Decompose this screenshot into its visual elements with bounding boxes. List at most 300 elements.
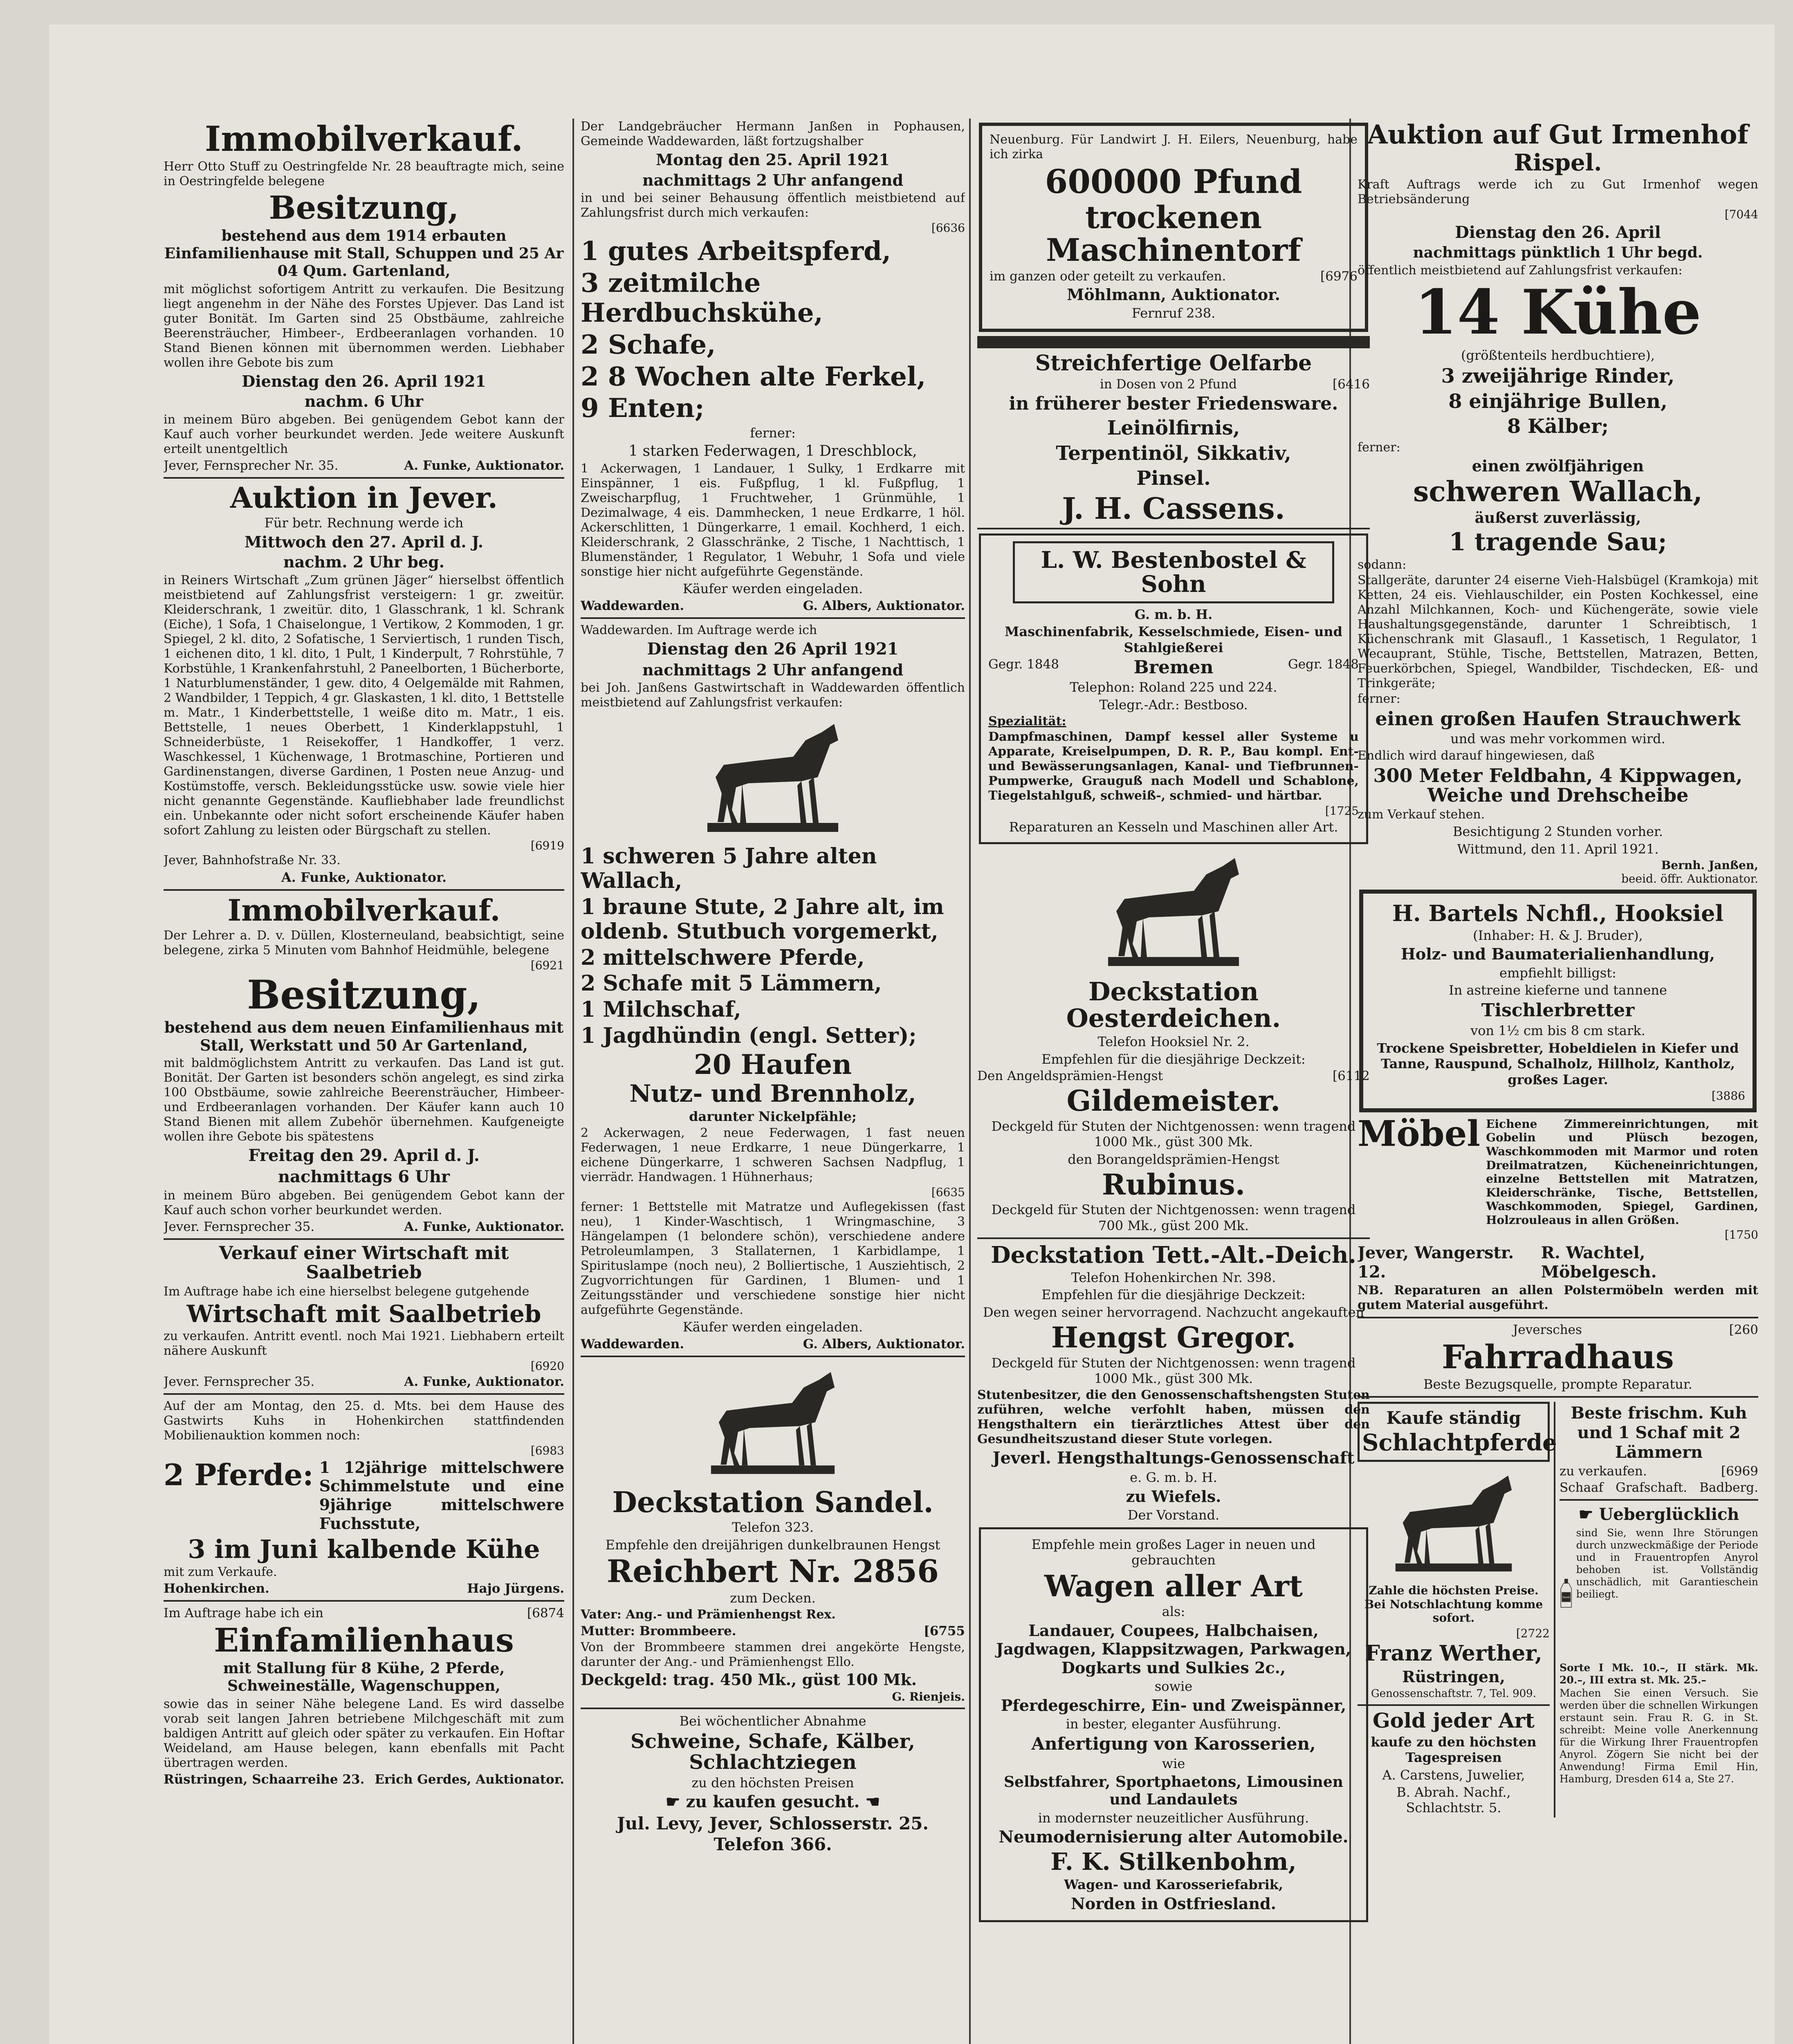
ad-time: nachmittags 2 Uhr anfangend [642,660,904,679]
ad-id: [260 [1729,1322,1758,1337]
ad-text: in bester, eleganter Ausführung. [1066,1716,1281,1732]
ad-text: ferner: [1358,440,1400,455]
ad-id: [6969 [1721,1464,1758,1479]
ad-firm: F. K. Stilkenbohm, [1050,1848,1297,1876]
ad-heading: 20 Haufen [693,1048,852,1080]
ad-title: Beste frischm. Kuh und 1 Schaf mit 2 Lämmern [1571,1403,1747,1462]
ad-text: ferner: [1358,692,1400,706]
ad-row [1358,1322,1758,1337]
ad-text: als: [1162,1604,1185,1620]
ad-signature: G. Rienjeis. [892,1690,965,1703]
ad-frame [1358,1402,1557,1462]
ad-id: [1725 [1325,804,1359,818]
ad-signature [164,458,564,473]
ad-text: darunter Nickelpfähle; [689,1108,857,1124]
divider [581,1356,965,1357]
ad-text: Eichene Zimmereinrichtungen, mit Gobelin und Plüsch bezogen, Waschkommoden mit Marmor und roten Dreilmatratzen, Kücheneinrichtungen, einzelne Bettstellen mit Matratzen, Kleiderschränke, Tische, Bettstellen, Waschkommoden, Spiegel, Gardinen, Holzrouleaus in allen Größen. [1486,1117,1758,1227]
ad-text: Ueberglücklich [1599,1505,1739,1524]
ad-text: von 1½ cm bis 8 cm stark. [1470,1023,1645,1039]
ad-text: Endlich wird darauf hingewiesen, daß [1358,748,1595,763]
divider [581,1708,965,1709]
ad-text: Zahle die höchsten Preise. Bei Notschlachtung komme sofort. [1364,1584,1543,1625]
ad-immobilverkauf-2 [164,895,564,1234]
ad-title: Möbel [1358,1113,1481,1154]
ad-heading: einen großen Haufen Strauchwerk [1375,708,1741,730]
ad-date: Dienstag den 26. April [1455,222,1661,242]
ad-text: Neumodernisierung alter Automobile. [999,1827,1349,1847]
divider [977,1237,1370,1239]
ad-item: 3 zeitmilche Herdbuchskühe, [581,267,823,329]
ad-text: Für betr. Rechnung werde ich [264,515,464,531]
ad-heading: 1 tragende Sau; [1449,528,1667,557]
ad-text: 1 12jährige mittelschwere Schimmelstute und eine 9jährige mittelschwere Fuchsstute, [319,1458,564,1533]
ad-signature [164,1772,564,1787]
ad-text: den Borangeldsprämien-Hengst [1068,1151,1279,1167]
ad-id: [3886 [1711,1089,1745,1103]
ad-heading: 3 im Juni kalbende Kühe [188,1534,540,1564]
ad-text: Stutenbesitzer, die den Genossenschaftshengsten Stuten zuführen, welche verfohlt haben, müssen den Hengsthaltern ein tierärztliches Attest über den Gesundheitszustand dieser Stute vorlegen. [977,1388,1370,1447]
horse-icon [699,716,846,838]
ad-text: äußerst zuverlässig, [1474,509,1641,527]
ad-text: e. G. m. b. H. [1130,1470,1217,1486]
ad-levy [581,1713,965,1855]
ad-phone: Telefon Hohenkirchen Nr. 398. [1071,1270,1276,1285]
ad-text: Dampfmaschinen, Dampf kessel aller Systeme u Apparate, Kreiselpumpen, D. R. P., Bau kompl. Ent- und Bewässerungsanlagen, Kanal- und Tiefbrunnen-Pumpwerke, Grauguß nach Modell und Schablone, Tiegelstahlguß, schweiß-, schmied- und härtbar. [988,729,1359,803]
sign-left: Jever. Fernsprecher 35. [164,1219,315,1235]
ad-text: (größtenteils herdbuchtiere), [1461,347,1655,363]
ad-text: mit Stallung für 8 Kühe, 2 Pferde, Schweineställe, Wagenschuppen, [223,1660,505,1695]
ad-row [990,269,1358,284]
ad-text: Spezialität: [988,714,1066,728]
sign-right: Erich Gerdes, Auktionator. [375,1772,564,1787]
hand-icon: ☚ [859,1792,880,1812]
ad-text: Kaufe ständig [1386,1408,1521,1428]
ad-text: Käufer werden eingeladen. [682,1319,863,1335]
ad-text: empfiehlt billigst: [1499,965,1616,981]
bottle-label: Nyrol [1562,1596,1570,1599]
ad-text: Grafschaft. [1616,1480,1688,1495]
horse-icon [1388,1468,1519,1578]
ad-text: Kraft Auftrags werde ich zu Gut Irmenhof wegen Betriebsänderung [1358,177,1758,206]
ad-row [581,1792,965,1812]
ad-text: Herr Otto Stuff zu Oestringfelde Nr. 28 beauftragte mich, seine in Oestringfelde belegene [164,159,564,189]
ad-text: Trockene Speisbretter, Hobeldielen in Kiefer und Tanne, Rauspund, Schalholz, Hillholz, Kantholz, großes Lager. [1377,1040,1739,1087]
ad-id: [6112 [1333,1069,1370,1084]
ad-row [988,657,1359,678]
ad-text: Der Landgebräucher Hermann Janßen in Pophausen, Gemeinde Waddewarden, läßt fortzugshalber [581,119,965,148]
ad-id: [6636 [931,221,965,235]
ad-text: Den Angeldsprämien-Hengst [977,1069,1163,1084]
ad-werther [1358,1402,1557,1818]
sign-right: A. Funke, Auktionator. [404,458,564,473]
ad-title: Gold jeder Art [1372,1708,1535,1733]
ad-id: [6921 [530,958,564,972]
ad-id: [6983 [530,1443,564,1457]
ad-text: Selbstfahrer, Sportphaetons, Limousinen und Landaulets [1004,1773,1343,1808]
ad-row [164,1606,564,1620]
ad-address: B. Abrah. Nachf., Schlachtstr. 5. [1396,1784,1511,1816]
divider [164,889,564,891]
ad-text: Beste Bezugsquelle, prompte Reparatur. [1423,1376,1692,1392]
ad-prices: Sorte I Mk. 10.–, II stärk. Mk. 20.–, III extra st. Mk. 25.– [1560,1662,1758,1686]
ad-id: [6976 [1320,269,1358,284]
ad-title: Immobilverkauf. [227,893,500,928]
divider [164,1393,564,1395]
ad-firm: Franz Werther, [1365,1641,1542,1666]
ad-heading: Besitzung, [269,189,459,227]
ad-text: Im Auftrage habe ich eine hierselbst belegene gutgehende [164,1284,530,1299]
ad-heading: 300 Meter Feldbahn, 4 Kippwagen, Weiche und Drehscheibe [1373,764,1743,806]
ad-firm: A. Carstens, Juwelier, [1382,1767,1525,1783]
ad-item: 2 Schafe mit 5 Lämmern, [581,971,882,996]
ad-item: 1 Milchschaf, [581,997,741,1022]
ad-text: wie [1162,1756,1185,1772]
ad-text: zu Wiefels. [1126,1487,1221,1506]
ad-heading: Reichbert Nr. 2856 [607,1553,939,1589]
sign-right: G. Albers, Auktionator. [803,598,965,613]
ad-einfamilienhaus [164,1606,564,1786]
ad-row [1358,1113,1758,1228]
ad-signature: beeid. öffr. Auktionator. [1621,872,1758,886]
ad-fee: Deckgeld für Stuten der Nichtgenossen: wenn tragend 700 Mk., güst 200 Mk. [991,1202,1356,1233]
ad-signature: A. Funke, Auktionator. [281,869,447,885]
sign-right: Hajo Jürgens. [467,1581,564,1596]
ad-moebel [1358,1113,1758,1313]
ad-time: nachmittags 6 Uhr [278,1167,450,1187]
ad-text: Empfehlen für die diesjährige Deckzeit: [1041,1287,1306,1303]
ad-firm: J. H. Cassens. [1062,491,1285,526]
ad-item: 1 schweren 5 Jahre alten Wallach, [581,844,877,894]
sign-left: Jever, Wangerstr. 12. [1358,1243,1514,1282]
ad-title: Wagen aller Art [1044,1568,1303,1603]
ad-deckstation-sandel [581,1363,965,1703]
ad-text: Auf der am Montag, den 25. d. Mts. bei dem Hause des Gastwirts Kuhs in Hohenkirchen stattfindenden Mobilienauktion kommen noch: [164,1399,564,1443]
ad-phone: Telefon 323. [732,1520,814,1535]
ad-item: 2 mittelschwere Pferde, [581,945,865,970]
ad-time: nachmittags 2 Uhr anfangend [642,170,904,189]
ad-heading: Wirtschaft mit Saalbetrieb [186,1300,541,1328]
ad-city: Rüstringen, [1402,1667,1505,1686]
ad-row [977,377,1370,392]
ad-city: Bremen [1133,657,1214,678]
ad-city: Norden in Ostfriesland. [1071,1894,1276,1913]
ad-text: Wagen- und Karosseriefabrik, [1064,1877,1284,1893]
ad-stilkenbohm [979,1527,1368,1922]
ad-time: nachm. 6 Uhr [304,392,424,411]
divider [977,528,1370,529]
ad-text: mit möglichst sofortigem Antritt zu verkaufen. Die Besitzung liegt angenehm in der Nähe des Forstes Upjever. Das Land ist guter Bonität. Im Garten sind 25 Obstbäume, zahlreiche Beerensträucher, Himbeer-, Erdbeeranlagen vorhanden. 10 Stand Bienen können mit übernommen werden. Liebhaber wollen ihre Gebote bis zum [164,282,564,370]
ad-text: bei Joh. Janßens Gastwirtschaft in Waddewarden öffentlich meistbietend auf Zahlungsfrist verkaufen: [581,681,965,710]
ad-immobilverkauf-1 [164,121,564,473]
ad-heading: Gildemeister. [1066,1084,1281,1118]
ad-bartels [1359,890,1757,1112]
ad-text: Wittmund, den 11. April 1921. [1457,841,1659,857]
ad-date: Montag den 25. April 1921 [656,150,890,169]
ad-id: [1750 [1724,1228,1758,1242]
ad-text: Holz- und Baumaterialienhandlung, [1401,945,1715,964]
ad-row [1560,1526,1758,1661]
ad-nyrol [1560,1505,1758,1785]
ad-text: Mutter: Brommbeere. [581,1624,736,1639]
ad-text: Der Lehrer a. D. v. Düllen, Klosterneuland, beabsichtigt, seine belegene, zirka 5 Minuten vom Bahnhof Heidmühle, belegene [164,928,564,957]
ad-heading: Schweine, Schafe, Kälber, Schlachtziegen [631,1730,915,1774]
firm-frame [1013,541,1334,603]
ad-text: kaufe zu den höchsten Tagespreisen [1371,1734,1537,1766]
ad-text: in Reiners Wirtschaft „Zum grünen Jäger“ hierselbst öffentlich meistbietend auf Zahlungsfrist versteigern: 1 gr. zweitür. Kleiderschrank, 1 zweitür. dito, 1 Glasschrank, 1 kl. Schrank (Eiche), 1 Sofa, 1 Chaiselongue, 1 Vertikow, 2 Kommoden, 1 gr. Spiegel, 2 kl. dito, 2 Sofatische, 1 Serviertisch, 1 runden Tisch, 1 eichenen dito, 1 kl. dito, 1 Pult, 1 Kinderpult, 7 Rohrstühle, 7 Korbstühle, 1 Krankenfahrstuhl, 2 Paneelborten, 1 Bücherborte, 1 Naturblumenständer, 1 gew. dito, 4 Oelgemälde mit Rahmen, 2 Wandbilder, 1 Teppich, 4 gr. Glaskasten, 1 kl. dito, 1 Bettstelle m. Matr., 1 Kinderbettstelle, 1 weiße dito m. Matr., 1 eis. Bettstelle, 1 neues Oberbett, 1 Kinderklappstuhl, 1 Schneiderbüste, 1 Reisekoffer, 1 Handkoffer, 1 verz. Waschkessel, 1 Küchenwage, 1 Brotmaschine, Portieren und Gardinenstangen, diverse Gardinen, 1 Posten neue Anzug- und Kostümstoffe, versch. Bekleidungsstücke usw. sowie viele hier nicht genannte Gegenstände. Kaufliebhaber lade freundlichst ein. Unbekannte oder nicht sofort erscheinende Käufer haben sofort Zahlung zu leisten oder Bürgschaft zu stellen. [164,573,564,838]
ad-bestenbostel [979,533,1368,844]
ad-signature [164,1374,564,1389]
sign-left: Waddewarden. [581,598,684,613]
ad-text: sowie das in seiner Nähe belegene Land. Es wird dasselbe vorab seit langen Jahren betriebene Milchgeschäft mit zum baldigen Antritt auf gleich oder später zu verkaufen. Ein Hoftar Weideland, am Hause belegen, kann ebenfalls mit Pacht übertragen werden. [164,1697,564,1770]
divider [1560,1499,1758,1501]
ad-text: Käufer werden eingeladen. [682,581,863,597]
ad-text: Im Auftrage habe ich ein [164,1606,323,1621]
ad-text: NB. Reparaturen an allen Polstermöbeln werden mit gutem Material ausgeführt. [1358,1283,1758,1312]
ad-row [1560,1464,1758,1479]
ad-text: und was mehr vorkommen wird. [1450,731,1665,747]
ad-firm: H. Bartels Nchfl., Hooksiel [1392,900,1724,927]
ad-signature [164,1219,564,1234]
ad-item: Pinsel. [1136,467,1211,490]
ad-row [1358,1402,1758,1818]
ad-heading: Hengst Gregor. [1051,1320,1296,1355]
ad-id: [6635 [931,1186,965,1199]
sign-left: Jever. Fernsprecher 35. [164,1374,315,1389]
ad-id: [6920 [530,1359,564,1373]
ad-signature: Bernh. Janßen, [1661,858,1758,872]
sign-right: G. Albers, Auktionator. [803,1336,965,1351]
ad-text: sodann: [1358,558,1407,572]
ad-text: Machen Sie einen Versuch. Sie werden über die schnellen Wirkungen erstaunt sein. Frau R. G. in St. schreibt: Meine volle Anerkennung für die Wirkung Ihrer Frauentropfen Anyrol. Zögern Sie nicht bei der Anwendung! Firma Emil Hin, Hamburg, Dresden 614 a, Ste 27. [1560,1687,1758,1785]
ad-text: in meinem Büro abgeben. Bei genügendem Gebot kann der Kauf auch vorher beurkundet werden. Jede weitere Auskunft erteilt unentgeltlich [164,412,564,456]
ad-text: bestehend aus dem 1914 erbauten Einfamilienhause mit Stall, Schuppen und 25 Ar 04 Qum. Gartenland, [164,227,564,280]
ad-heading [1560,1505,1758,1524]
ad-text: zu verkaufen. [1560,1464,1647,1479]
ad-item: 1 Jagdhündin (engl. Setter); [581,1023,917,1048]
ad-irmenhof [1358,121,1758,885]
ad-text: Maschinenfabrik, Kesselschmiede, Eisen- und Stahlgießerei [1005,624,1342,655]
ad-title: Einfamilienhaus [214,1621,514,1660]
ad-text: Empfehle den dreijährigen dunkelbraunen Hengst [605,1537,940,1553]
ad-id: [6755 [924,1624,965,1639]
hand-icon: ☛ [1578,1505,1599,1524]
ad-text: Empfehlen für die diesjährige Deckzeit: [1041,1051,1306,1067]
sign-left: Rüstringen, Schaarreihe 23. [164,1772,365,1787]
bottle-icon [1560,1526,1573,1661]
ad-signature [164,1581,564,1596]
ad-text: Bei wöchentlicher Abnahme [679,1713,866,1729]
ad-text: in früherer bester Friedensware. [1009,393,1338,415]
sign-right: A. Funke, Auktionator. [404,1219,564,1235]
column-rule [969,119,971,2044]
ad-text: ferner: 1 Bettstelle mit Matratze und Auflegekissen (fast neu), 1 Kinder-Waschtisch, 1 Wringmaschine, 3 Hängelampen (1 belondere schön), verschiedene andere Petroleumlampen, 3 Stallaternen, 1 Karbidlampe, 1 Spirituslampe (noch neu), 2 Bolliertische, 1 Ausziehtisch, 2 Zugvorrichtungen für Gardinen, 1 Blumen- und 1 Zeitungsständer und verschiedene sonstige hier nicht aufgeführte Gegenstände. [581,1200,965,1318]
ad-text: zu den höchsten Preisen [691,1775,854,1791]
sign-left: Hohenkirchen. [164,1581,269,1596]
ad-row [977,1069,1370,1083]
divider [164,477,564,479]
ad-item: 8 einjährige Bullen, [1448,390,1667,413]
ad-address: Genossenschaftstr. 7, Tel. 909. [1371,1688,1536,1700]
ad-heading: 600000 Pfund [1045,162,1302,201]
ad-oesterdeichen [977,850,1370,1233]
horse-icon [703,1363,842,1481]
ad-date: Dienstag den 26 April 1921 [647,639,899,659]
ad-fee: Deckgeld für Stuten der Nichtgenossen: wenn tragend 1000 Mk., güst 300 Mk. [991,1355,1356,1387]
ad-title: Auktion in Jever. [230,480,498,515]
ad-id: [7044 [1724,207,1758,221]
ad-text: Badberg. [1699,1480,1758,1495]
column-rule [572,119,574,2044]
ad-auktion-jever [164,480,564,885]
ad-address: Jever, Bahnhofstraße Nr. 33. [164,853,341,867]
ad-id: [6919 [530,838,564,852]
ad-heading: trockenen Maschinentorf [1046,199,1301,268]
ad-janssen-auction [581,119,965,613]
ad-text: mit zum Verkaufe. [164,1565,277,1580]
ad-text: Besichtigung 2 Stunden vorher. [1453,824,1663,840]
ad-heading: Rispel. [1514,149,1602,177]
ad-text: Jeversches [1513,1322,1582,1337]
divider [581,617,965,619]
ad-title: Auktion auf Gut Irmenhof [1367,119,1749,150]
ad-heading: Tischlerbretter [1481,1000,1635,1021]
ad-fee: Deckgeld: trag. 450 Mk., güst 100 Mk. [581,1670,917,1689]
ad-row [164,1457,564,1533]
ad-title: Streichfertige Oelfarbe [1035,350,1312,376]
ad-tettens [977,1243,1370,1523]
ad-text: Pferdegeschirre, Ein- und Zweispänner, [1001,1696,1346,1715]
ad-date: Dienstag den 26. April 1921 [242,372,486,390]
ad-text: Von der Brommbeere stammen drei angekörte Hengste, darunter der Ang.- und Prämienhengst Ello. [581,1640,965,1670]
ad-fahrradhaus [1358,1322,1758,1392]
ad-text: 1 starken Federwagen, 1 Dreschblock, [628,443,917,460]
ad-title: Deckstation Sandel. [612,1485,934,1519]
sign-left: Jever, Fernsprecher Nr. 35. [164,458,339,473]
ad-signature [581,1337,965,1351]
ad-text: In astreine kieferne und tannene [1449,982,1667,998]
ad-albers-auction [581,623,965,1351]
ad-text: zum Verkauf stehen. [1358,807,1485,822]
ad-address: Jul. Levy, Jever, Schlosserstr. 25. Telefon 366. [617,1813,929,1854]
sign-right: A. Funke, Auktionator. [404,1374,564,1389]
divider [164,1238,564,1240]
ad-text: ferner: [750,425,796,441]
ad-date: Mittwoch den 27. April d. J. [244,532,484,551]
ad-title: Verkauf einer Wirtschaft mit Saalbetrieb [219,1243,509,1283]
ad-item: Terpentinöl, Sikkativ, [1056,442,1291,465]
ad-item: 1 braune Stute, 2 Jahre alt, im oldenb. Stutbuch vorgemerkt, [581,894,944,944]
ad-item: 3 zweijährige Rinder, [1441,365,1675,388]
ad-text: in Dosen von 2 Pfund [1100,377,1237,392]
ad-kuh [1560,1403,1758,1495]
ad-text: Gegr. 1848 [988,657,1059,672]
column-2 [581,119,965,2044]
ad-oelfarbe [977,352,1370,524]
ad-heading: 2 Pferde: [164,1457,314,1492]
sign-right: R. Wachtel, Möbelgesch. [1541,1243,1657,1282]
ad-time: nachmittags pünktlich 1 Uhr begd. [1413,244,1703,261]
ad-text: zu kaufen gesucht. [686,1792,860,1812]
ad-text: Landauer, Coupees, Halbchaisen, Jagdwagen, Klappsitzwagen, Parkwagen, Dogkarts und Sulkies 2c., [996,1621,1351,1677]
ad-text: Anfertigung von Karosserien, [1031,1733,1316,1754]
ad-text: Empfehle mein großes Lager in neuen und gebrauchten [1031,1536,1316,1568]
ad-pferde [164,1399,564,1596]
ad-heading: Rubinus. [1102,1167,1245,1201]
ad-text: Reparaturen an Kesseln und Maschinen aller Art. [1009,819,1338,835]
column-1 [164,119,564,2044]
ad-text: G. m. b. H. [1134,606,1213,622]
ad-wirtschaft [164,1244,564,1389]
ad-text: im ganzen oder geteilt zu verkaufen. [990,269,1226,284]
ad-item: Leinölfirnis, [1107,416,1240,439]
ad-text: Gegr. 1848 [1288,657,1359,672]
ad-phone: Telephon: Roland 225 und 224. [1070,679,1277,695]
ad-text: mit baldmöglichstem Antritt zu verkaufen. Das Land ist gut. Bonität. Der Garten ist besonders schön angelegt, es sind zirka 100 Obstbäume, sowie zahlreiche Beerensträucher, Himbeer- und Erdbeeranlagen vorhanden. Der Käufer kann auch 10 Stand Bienen mit allem Zubehör übernehmen. Kaufgeneigte wollen ihre Gebote bis spätestens [164,1056,564,1144]
ad-text: sowie [1154,1679,1193,1694]
ad-heading: Nutz- und Brennholz, [629,1079,916,1107]
ad-text: einen zwölfjährigen [1472,456,1644,475]
ad-text: bestehend aus dem neuen Einfamilienhaus mit Stall, Werkstatt und 50 Ar Gartenland, [164,1018,564,1055]
ad-title: Deckstation Oesterdeichen. [1066,977,1281,1033]
ad-signature [1358,1243,1758,1282]
ad-row [581,1624,965,1638]
ad-time: nachm. 2 Uhr beg. [283,553,444,572]
ad-text: öffentlich meistbietend auf Zahlungsfrist verkaufen: [1358,263,1683,278]
divider [164,1600,564,1602]
newspaper-page [49,25,1775,2044]
ad-item: 8 Kälber; [1507,415,1609,438]
ad-text: (Inhaber: H. & J. Bruder), [1473,927,1643,943]
divider [977,336,1370,348]
ad-item: 2 8 Wochen alte Ferkel, [581,361,926,392]
ad-phone: Telefon Hooksiel Nr. 2. [1097,1034,1250,1050]
ad-id: [6874 [527,1606,564,1621]
ad-text: Den wegen seiner hervorragend. Nachzucht angekauften [983,1304,1364,1320]
horse-icon [1100,850,1247,973]
sign-left: Waddewarden. [581,1336,684,1351]
ad-text: 2 Ackerwagen, 2 neue Federwagen, 1 fast neuen Federwagen, 1 neue Erdkarre, 1 neue Düngerkarre, 1 eichene Düngerkarre, 1 schweren Sachsen Nadpflug, 1 vierrädr. Handwagen. 1 Hühnerhaus; [581,1126,965,1185]
ad-title: Fahrradhaus [1442,1337,1674,1376]
ad-text: Schaaf [1560,1480,1604,1495]
ad-title: Deckstation Tett.-Alt.-Deich. [991,1242,1356,1269]
ad-text: Neuenburg. Für Landwirt J. H. Eilers, Neuenburg, habe ich zirka [990,132,1358,161]
ad-id: [2722 [1516,1627,1550,1640]
ad-text: zum Decken. [730,1590,816,1606]
ad-text: sind Sie, wenn Ihre Störungen durch unzweckmäßige der Periode und in Frauentropfen Anyrol behoben ist. Vollständig unschädlich, mit Garantieschein beiliegt. [1576,1527,1758,1600]
hand-icon: ☛ [665,1792,686,1812]
ad-text: zu verkaufen. Antritt eventl. noch Mai 1921. Liebhabern erteilt nähere Auskunft [164,1329,564,1358]
ad-text: Stallgeräte, darunter 24 eiserne Vieh-Halsbügel (Kramkoja) mit Ketten, 24 eis. Viehlauschilder, ein Posten Kochkessel, eine Anzahl Milchkannen, Koch- und Küchengeräte, sowie viele Haushaltungsgegenstände, darunter 1 Schreibtisch, 1 Küchenschrank mit Glasaufl., 1 Kassetisch, 1 Regulator, 1 Wecauprant, Stühle, Tische, Bettstellen, Matrazen, Betten, Feuerkörbchen, Spiegel, Wandbilder, Tischdecken, Eß- und Trinkgeräte; [1358,573,1758,691]
ad-title: Immobilverkauf. [204,119,523,159]
ad-row [1560,1480,1758,1495]
ad-phone: Fernruf 238. [1131,305,1216,321]
ad-title: Schlachtpferde [1362,1429,1557,1457]
ad-text: Telegr.-Adr.: Bestboso. [1099,697,1248,713]
ad-heading: 14 Kühe [1414,276,1701,349]
ad-date: Freitag den 29. April d. J. [248,1146,480,1165]
ad-text: Waddewarden. Im Auftrage werde ich [581,623,817,637]
ad-heading: schweren Wallach, [1413,475,1703,509]
ad-signature: Der Vorstand. [1127,1507,1220,1523]
ad-text: in meinem Büro abgeben. Bei genügendem Gebot kann der Kauf auch schon vorher beurkundet werden. [164,1188,564,1218]
ad-right-stack [1554,1402,1758,1818]
divider [1358,1396,1758,1398]
divider [1358,1317,1758,1318]
column-3 [977,119,1370,2044]
ad-fee: Deckgeld für Stuten der Nichtgenossen: wenn tragend 1000 Mk., güst 300 Mk. [991,1118,1356,1150]
ad-id: [6416 [1333,377,1370,392]
ad-signature: Möhlmann, Auktionator. [1067,285,1280,304]
